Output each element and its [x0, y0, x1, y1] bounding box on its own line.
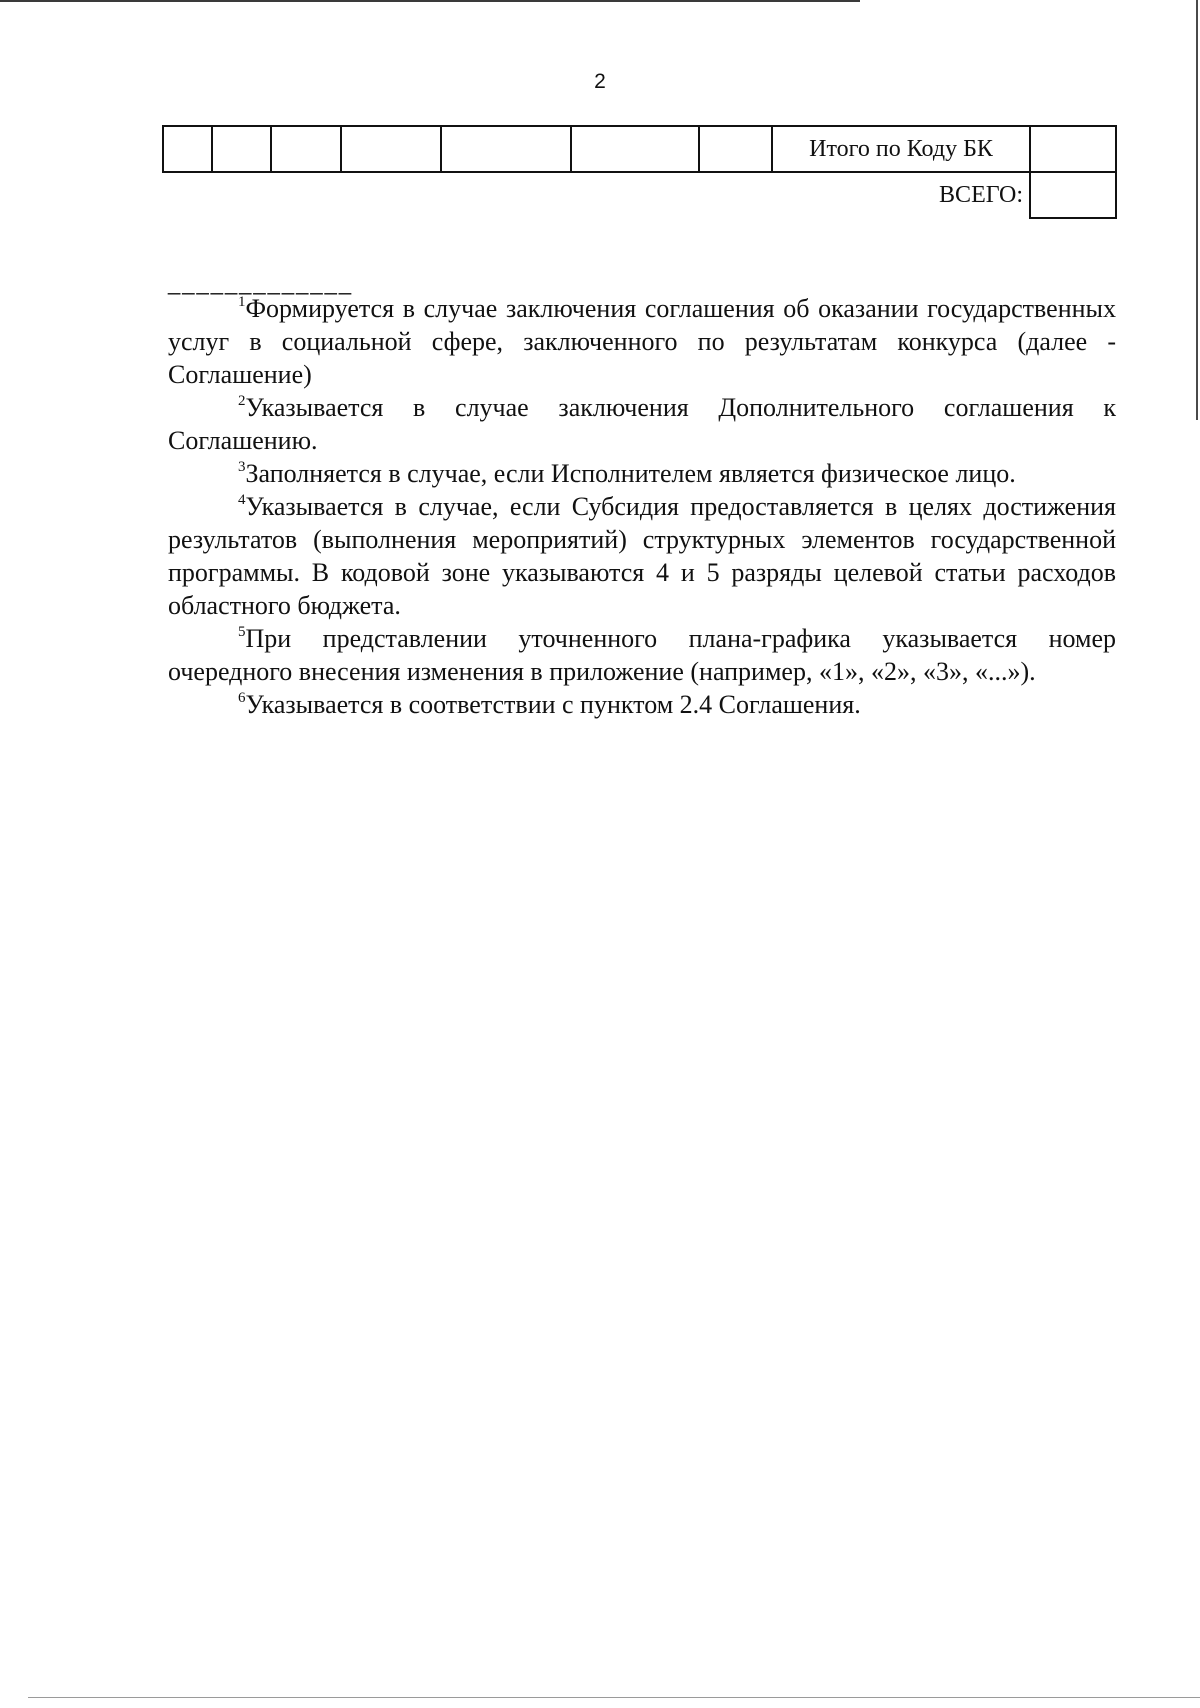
- table-cell-empty: [571, 126, 699, 172]
- table-cell-empty: [212, 126, 271, 172]
- scan-edge-right: [1196, 0, 1198, 420]
- footnote-2: [168, 391, 1116, 457]
- scan-edge-top: [0, 0, 860, 2]
- footnote-mark: 6: [238, 690, 246, 706]
- grand-total-label: ВСЕГО:: [939, 182, 1023, 208]
- table-row-total: [163, 126, 1116, 172]
- footnote-1: [168, 292, 1116, 391]
- footnote-mark: 5: [238, 624, 246, 640]
- footnote-mark: 3: [238, 459, 246, 475]
- scan-edge-bottom: [28, 1697, 1200, 1698]
- footnote-text: Формируется в случае заключения соглашения об оказании государственных услуг в социальной сфере, заключенного по результатам конкурса (далее - Соглашение): [168, 294, 1116, 389]
- table-cell-empty: [271, 126, 341, 172]
- table-cell-empty: [341, 126, 441, 172]
- footnote-mark: 4: [238, 492, 246, 508]
- table-row-grand-total: [163, 172, 1116, 218]
- table-cell-empty: [163, 126, 212, 172]
- footnote-text: При представлении уточненного плана-графика указывается номер очередного внесения изменения в приложение (например, «1», «2», «3», «...»).: [168, 624, 1116, 686]
- budget-table: [162, 125, 1117, 219]
- footnote-5: [168, 622, 1116, 688]
- footnote-text: Указывается в случае, если Субсидия предоставляется в целях достижения результатов (выполнения мероприятий) структурных элементов государственной программы. В кодовой зоне указываются 4 и 5 разряды целевой статьи расходов областного бюджета.: [168, 492, 1116, 620]
- footnote-6: [168, 688, 1116, 721]
- footnote-mark: 2: [238, 393, 246, 409]
- footnote-mark: 1: [238, 294, 246, 310]
- table-cell-empty: [699, 126, 772, 172]
- total-by-bk-value: [1030, 126, 1116, 172]
- footnote-4: [168, 490, 1116, 622]
- table-cell-empty: [441, 126, 571, 172]
- footnote-text: Заполняется в случае, если Исполнителем является физическое лицо.: [245, 459, 1016, 488]
- footnote-text: Указывается в соответствии с пунктом 2.4 Соглашения.: [245, 690, 861, 719]
- footnote-3: [168, 457, 1116, 490]
- footnote-text: Указывается в случае заключения Дополнительного соглашения к Соглашению.: [168, 393, 1116, 455]
- page-number: 2: [594, 70, 606, 93]
- footnotes: [168, 292, 1116, 721]
- footnote-separator: _____________: [168, 270, 354, 295]
- total-by-bk-label: Итого по Коду БК: [772, 126, 1030, 172]
- grand-total-value: [1030, 172, 1116, 218]
